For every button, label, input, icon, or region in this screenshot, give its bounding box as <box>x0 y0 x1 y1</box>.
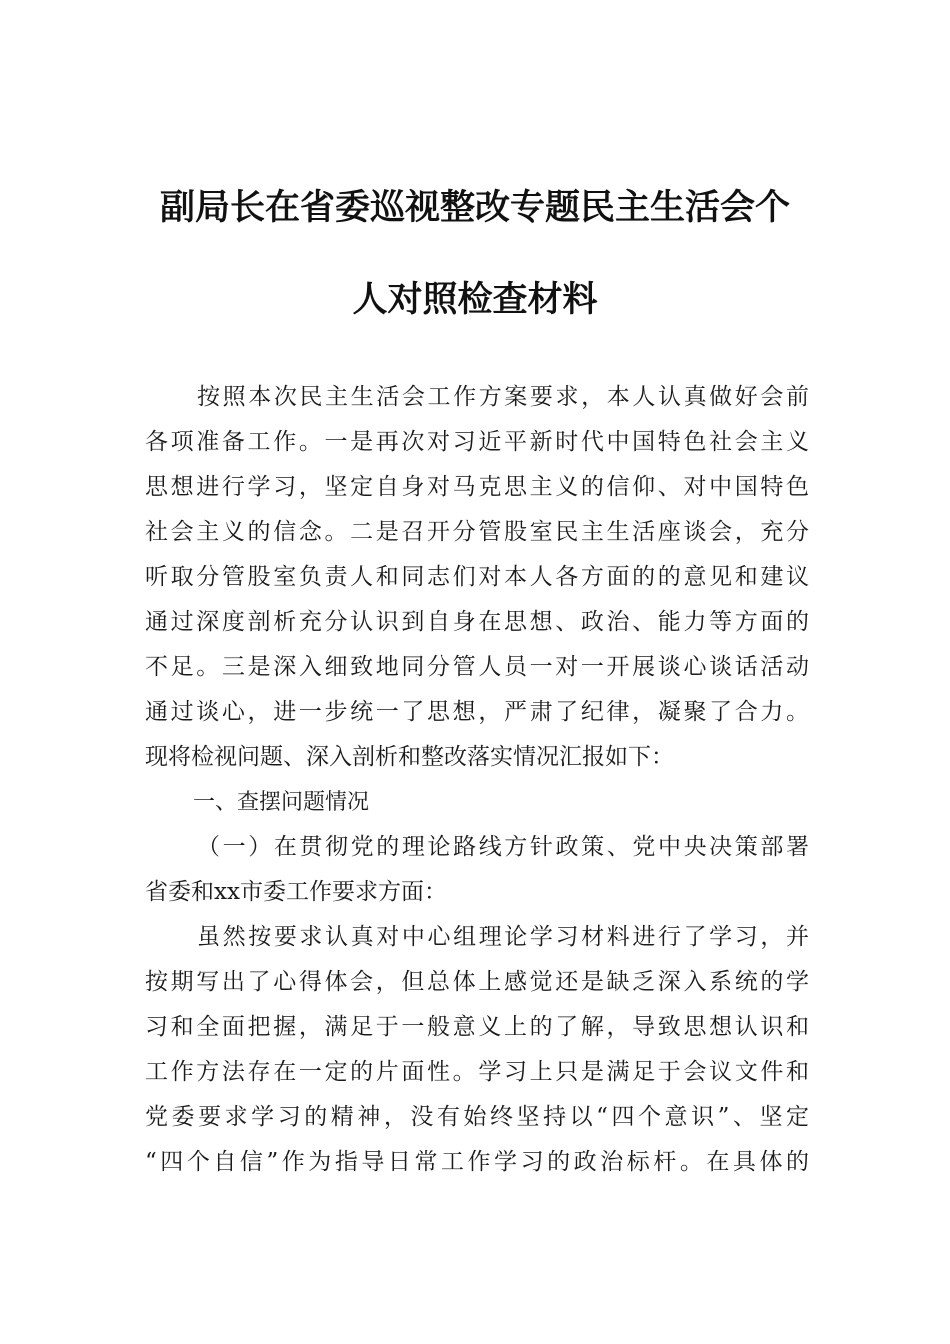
paragraph-line: 现将检视问题、深入剖析和整改落实情况汇报如下： <box>145 744 674 770</box>
paragraph-line: 工作方法存在一定的片面性。学习上只是满足于会议文件和 <box>145 1059 809 1085</box>
paragraph-line: “四个自信”作为指导日常工作学习的政治标杆。在具体的 <box>145 1149 809 1175</box>
paragraph-line: 听取分管股室负责人和同志们对本人各方面的的意见和建议 <box>145 564 809 590</box>
paragraph-line: 党委要求学习的精神，没有始终坚持以“四个意识”、坚定 <box>145 1104 809 1130</box>
section-heading: 一、查摆问题情况 <box>193 790 370 815</box>
paragraph-line: 思想进行学习，坚定自身对马克思主义的信仰、对中国特色 <box>145 474 809 500</box>
paragraph-line: 虽然按要求认真对中心组理论学习材料进行了学习，并 <box>197 924 809 950</box>
subsection-heading-line: 省委和xx市委工作要求方面： <box>145 879 447 905</box>
paragraph-line: 通过谈心，进一步统一了思想，严肃了纪律，凝聚了合力。 <box>145 699 809 725</box>
paragraph-line: 不足。三是深入细致地同分管人员一对一开展谈心谈话活动 <box>145 654 809 680</box>
document-title-line-2: 人对照检查材料 <box>352 279 598 320</box>
paragraph-line: 按期写出了心得体会，但总体上感觉还是缺乏深入系统的学 <box>145 969 809 995</box>
paragraph-line: 通过深度剖析充分认识到自身在思想、政治、能力等方面的 <box>145 609 809 635</box>
subsection-heading-line: （一）在贯彻党的理论路线方针政策、党中央决策部署 <box>197 834 809 860</box>
document-title-line-1: 副局长在省委巡视整改专题民主生活会个 <box>159 187 790 228</box>
paragraph-line: 社会主义的信念。二是召开分管股室民主生活座谈会，充分 <box>145 519 809 545</box>
paragraph-line: 习和全面把握，满足于一般意义上的了解，导致思想认识和 <box>145 1014 809 1040</box>
document-body <box>145 375 809 1185</box>
paragraph-line: 按照本次民主生活会工作方案要求，本人认真做好会前 <box>197 384 809 410</box>
paragraph-line: 各项准备工作。一是再次对习近平新时代中国特色社会主义 <box>145 429 809 455</box>
